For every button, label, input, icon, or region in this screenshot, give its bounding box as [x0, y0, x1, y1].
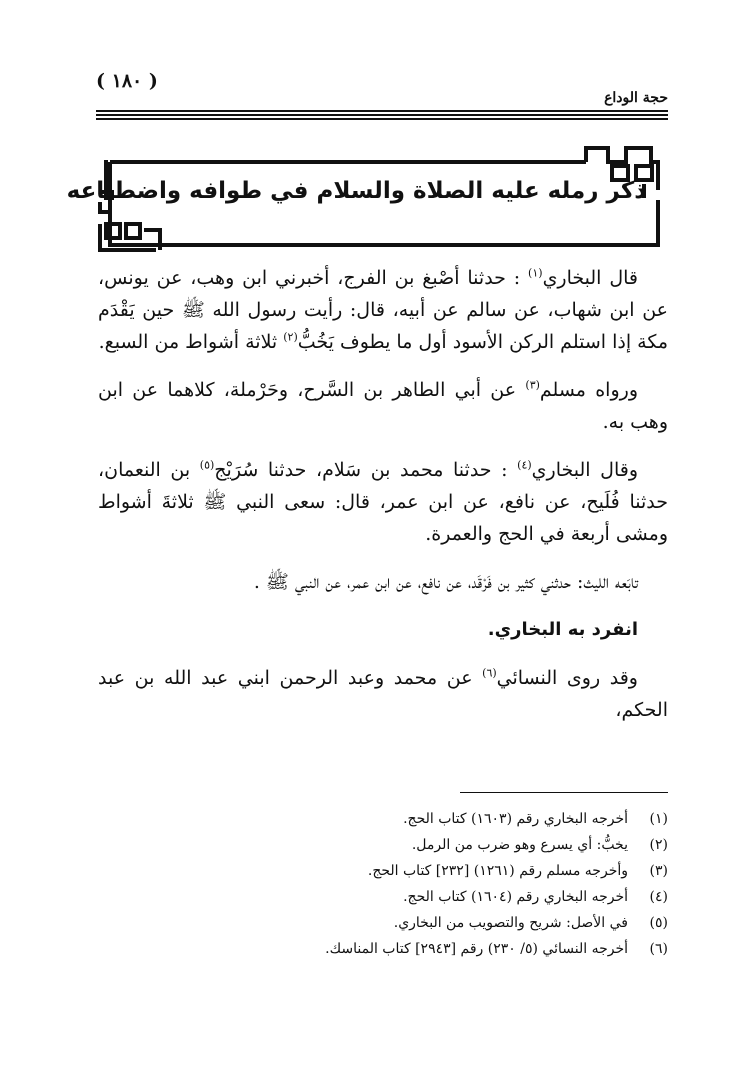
- paragraph: تابَعه الليث: حدثني كثير بن فَرْقَد، عن نافع، عن ابن عمر، عن النبي ﷺ .: [253, 571, 638, 593]
- bold-statement: انفرد به البخاري.: [487, 619, 638, 640]
- footnote-ref[interactable]: (٦): [482, 666, 497, 680]
- footnote-rule: [460, 792, 668, 793]
- paragraph: ورواه مسلم$^{(٣)}$ عن أبي الطاهر بن السَّرح، وحَرْملة، كلاهما عن ابن وهب به.: [98, 378, 668, 433]
- footnotes: [98, 806, 668, 962]
- paragraph: قال البخاري$^{(١)}$ : حدثنا أصْبغ بن الفرج، أخبرني ابن وهب، عن يونس، عن ابن شهاب، عن سالم عن أبيه، قال: رأيت رسول الله ﷺ حين يَقْدَم مكة إذا استلم الركن الأسود أول ما يطوف يَخُبُّ$^{(٢)}$ ثلاثة أشواط من السبع.: [98, 266, 668, 353]
- footnote-ref[interactable]: (٢): [283, 330, 298, 344]
- footnote-item: (٥) في الأصل: شريح والتصويب من البخاري.: [393, 915, 668, 931]
- page-number: ( ١٨٠ ): [96, 70, 158, 92]
- footnote-ref[interactable]: (٤): [517, 458, 532, 472]
- footnote-ref[interactable]: (١): [528, 266, 543, 280]
- footnote-item: (٦) أخرجه النسائي (٥/ ٢٣٠) رقم [٢٩٤٣] كتاب المناسك.: [325, 941, 668, 957]
- running-header: [96, 66, 668, 106]
- footnote-item: (٤) أخرجه البخاري رقم (١٦٠٤) كتاب الحج.: [403, 889, 668, 905]
- header-rule: [96, 110, 668, 120]
- paragraph: وقال البخاري$^{(٤)}$ : حدثنا محمد بن سَلام، حدثنا سُرَيْج$^{(٥)}$ بن النعمان، حدثنا فُلَيح، عن نافع، عن ابن عمر، قال: سعى النبي ﷺ ثلاثةَ أشواط ومشى أربعة في الحج والعمرة.: [98, 458, 668, 545]
- footnote-ref[interactable]: (٣): [525, 378, 540, 392]
- paragraph: وقد روى النسائي$^{(٦)}$ عن محمد وعبد الرحمن ابني عبد الله بن عبد الحكم،: [98, 666, 668, 721]
- book-title: حجة الوداع: [604, 90, 668, 106]
- footnote-item: (٣) وأخرجه مسلم رقم (١٢٦١) [٢٣٢] كتاب الحج.: [367, 863, 668, 879]
- footnote-item: (٢) يخبُّ: أي يسرع وهو ضرب من الرمل.: [411, 837, 668, 853]
- footnote-ref[interactable]: (٥): [199, 458, 215, 472]
- chapter-heading: ذكر رمله عليه الصلاة والسلام في طوافه واضطباعه: [66, 178, 646, 204]
- body-text: [98, 262, 668, 742]
- footnote-item: (١) أخرجه البخاري رقم (١٦٠٣) كتاب الحج.: [403, 811, 668, 827]
